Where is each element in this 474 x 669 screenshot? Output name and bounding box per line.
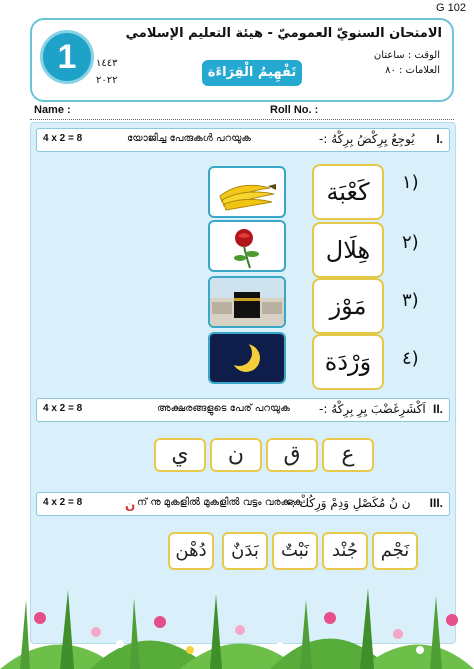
question-3-title: ن نُ مُكَصْلِ وَدِمْ وَرِكُكْ :- xyxy=(287,496,411,510)
row-number: ٣) xyxy=(402,290,419,311)
word-box[interactable]: دُهْن xyxy=(168,532,214,570)
roll-label: Roll No. : xyxy=(270,104,319,116)
highlight-letter: ن xyxy=(125,498,136,512)
picture-box[interactable] xyxy=(208,220,286,272)
page-code: G 102 xyxy=(436,2,466,14)
picture-box[interactable] xyxy=(208,332,286,384)
exam-time: الوقت : ساعتان xyxy=(373,50,440,61)
picture-box[interactable] xyxy=(208,166,286,218)
question-1-bar xyxy=(36,128,450,152)
picture-box[interactable] xyxy=(208,276,286,328)
crescent-moon-icon xyxy=(210,334,284,382)
exam-marks: العلامات : ٨٠ xyxy=(385,65,440,76)
rose-icon xyxy=(210,222,284,270)
exam-title: الامتحان السنويّ العموميّ - هيئة التعليم الإسلامي xyxy=(125,26,442,41)
question-3-marks: 4 x 2 = 8 xyxy=(43,497,83,508)
year-gregorian: ٢٠٢٢ xyxy=(96,75,118,86)
question-1-number: I. xyxy=(436,132,443,146)
question-2-number: II. xyxy=(432,402,443,416)
student-info-line xyxy=(30,103,454,120)
question-3-number: III. xyxy=(429,496,443,510)
question-1-title: يُوجِعُ يِرِكْضُ بِرِكْهُ :- xyxy=(319,132,415,146)
letter-box[interactable]: ق xyxy=(266,438,318,472)
exam-header xyxy=(30,18,454,102)
word-box[interactable]: بَدَنٌ xyxy=(222,532,268,570)
question-2-marks: 4 x 2 = 8 xyxy=(43,403,83,414)
word-box[interactable]: هِلَال xyxy=(312,222,384,278)
row-number: ٤) xyxy=(402,348,419,369)
row-number: ١) xyxy=(402,172,419,193)
word-box[interactable]: جُنْد xyxy=(322,532,368,570)
word-box[interactable]: وَرْدَة xyxy=(312,334,384,390)
question-1-instruction: യോജിച്ച പേരുകൾ പറയുക xyxy=(127,133,251,144)
word-box[interactable]: كَعْبَة xyxy=(312,164,384,220)
word-box[interactable]: نَبْتٌ xyxy=(272,532,318,570)
word-box[interactable]: نَجْم xyxy=(372,532,418,570)
lesson-number-badge: 1 xyxy=(40,30,94,84)
question-1-marks: 4 x 2 = 8 xyxy=(43,133,83,144)
kaaba-icon xyxy=(210,278,284,326)
question-3-bar xyxy=(36,492,450,516)
year-hijri: ١٤٤٣ xyxy=(96,58,118,69)
letter-box[interactable]: ي xyxy=(154,438,206,472)
name-label: Name : xyxy=(34,104,71,116)
flower-border-decoration xyxy=(0,560,474,669)
question-2-instruction: അക്ഷരങ്ങളുടെ പേര് പറയുക xyxy=(157,403,290,414)
question-2-title: اَكْشَرِغَضْبَ يِرِ بِرِكْهُ :- xyxy=(319,402,426,416)
bananas-icon xyxy=(210,168,284,216)
subject-tab: تَفْهِيمُ الْقِرَاءَة xyxy=(202,60,302,86)
word-box[interactable]: مَوْز xyxy=(312,278,384,334)
letter-box[interactable]: ع xyxy=(322,438,374,472)
question-3-instruction: ന് നു മുകളിൽ മുകളിൽ വട്ടം വരക്കുക xyxy=(137,497,303,508)
letter-box[interactable]: ن xyxy=(210,438,262,472)
row-number: ٢) xyxy=(402,232,419,253)
question-2-bar xyxy=(36,398,450,422)
